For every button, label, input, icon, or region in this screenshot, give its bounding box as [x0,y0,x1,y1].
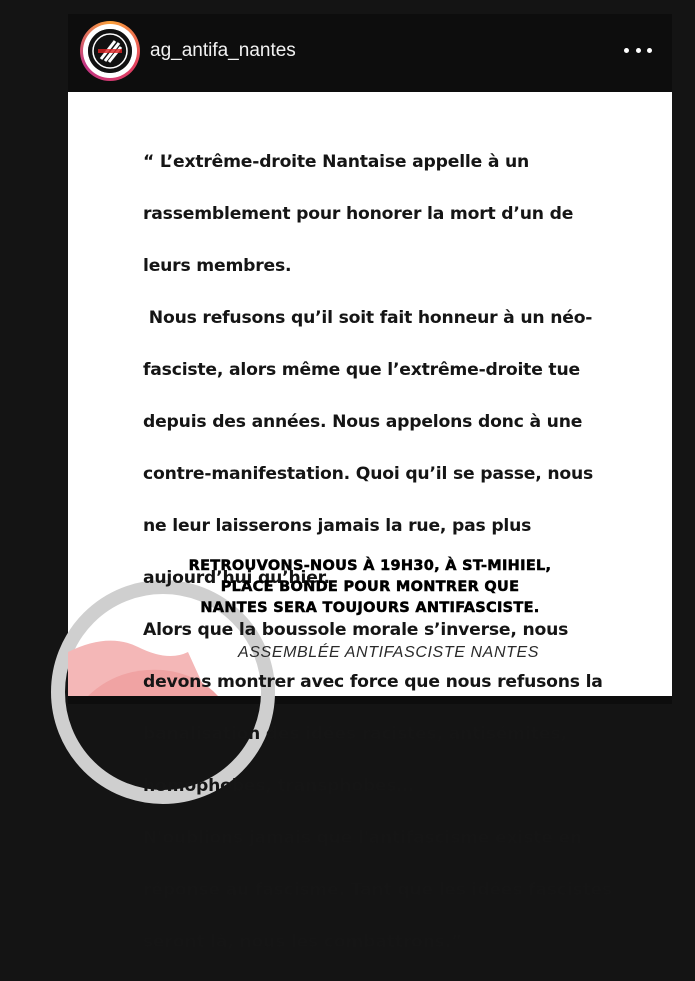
dot [624,48,629,53]
more-options-icon[interactable] [624,40,652,60]
avatar-border [83,24,137,78]
dot [636,48,641,53]
quote-line: leurs membres. [143,256,292,276]
quote-line: homophobes, transphobes… [143,776,414,796]
call-line: PLACE BONDE POUR MONTRER QUE [220,579,520,595]
quote-line: N'oublions jamais que l'antifascisme existe en [143,828,582,848]
quote-line: Alors que la boussole morale s’inverse, nous [143,620,569,640]
quote-line: ne leur laisserons jamais la rue, pas plus [143,516,532,536]
dot [647,48,652,53]
post-card [68,14,672,952]
quote-line: aujourd’hui qu’hier. [143,568,330,588]
call-line: NANTES SERA TOUJOURS ANTIFASCISTE. [200,600,540,616]
quote-line: fasciste, alors même que l’extrême-droite tue [143,360,580,380]
username-link[interactable]: ag_antifa_nantes [150,40,296,61]
quote-line: banalisation des idées racistes, antisémites, [143,724,567,744]
call-line: RETROUVONS-NOUS À 19H30, À ST-MIHIEL, [188,558,552,574]
quote-line: réponse au fascisme. Tant que les idées fascistes [143,880,612,900]
quote-text [143,123,643,981]
post-header [68,14,672,92]
quote-line: rassemblement pour honorer la mort d’un de [143,204,574,224]
quote-line: “ L’extrême-droite Nantaise appelle à un [143,152,530,172]
antifa-flag-logo-icon [88,29,132,73]
quote-line: Nous refusons qu’il soit fait honneur à un néo- [143,308,593,328]
post-image [68,92,672,952]
avatar[interactable] [80,21,140,81]
call-to-action [68,556,672,619]
quote-line: contre-manifestation. Quoi qu’il se passe, nous [143,464,594,484]
quote-line: devons montrer avec force que nous refusons la [143,672,603,692]
signature: ASSEMBLÉE ANTIFASCISTE NANTES [238,644,540,661]
quote-line: seront là, nous les combattrons.” [143,932,463,952]
quote-line: depuis des années. Nous appelons donc à une [143,412,583,432]
